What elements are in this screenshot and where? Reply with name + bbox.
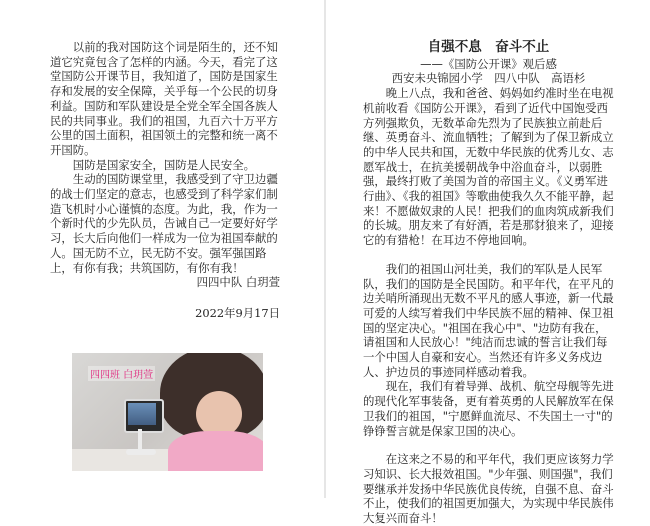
left-paragraph-1: 以前的我对国防这个词是陌生的，还不知道它究竟包含了怎样的内涵。今天，看完了这堂国防公开课节目，我知道了，国防是国家生存和发展的安全保障，关乎每一个公民的切身利益。国防和军队建设是全党全军全国各族人民的共同事业。我们的祖国，九百六十万平方公里的国土面积，祖国领土的完整和统一离不开国防。 bbox=[50, 40, 278, 157]
photo-phone-screen bbox=[128, 403, 156, 425]
right-paragraph-2: 我们的祖国山河壮美，我们的军队是人民军队，我们的国防是全民国防。和平年代，在平凡的边关哨所涌现出无数不平凡的感人事迹，新一代最可爱的人续写着我们中华民族不屈的精神、保卫祖国的坚定决心。"祖国在我心中"、"边防有我在，请祖国和人民放心！"纯洁而忠诚的誓言让我们每一个中国人自豪和安心。当然还有许多义务戍边人、护边员的事迹同样感动着我。 bbox=[363, 261, 614, 379]
paragraph-gap bbox=[363, 248, 614, 262]
essay-author: 西安未央锦园小学 四八中队 高语杉 bbox=[391, 71, 586, 86]
right-paragraph-1: 晚上八点，我和爸爸、妈妈如约准时坐在电视机前收看《国防公开课》，看到了近代中国饱受西方列强欺负，无数革命先烈为了民族独立前赴后继、英勇奋斗、流血牺牲；了解到为了保卫新成立的中华人民共和国，无数中华民族的优秀儿女、志愿军战士，在抗美援朝战争中浴血奋斗，以弱胜强，最终打败了美国为首的帝国主义。《义勇军进行曲》、《我的祖国》等歌曲使我久久不能平静，起来！不愿做奴隶的人民！把我们的血肉筑成新我们的长城。朋友来了有好酒，若是那豺狼来了，迎接它的有猎枪！在耳边不停地回响。 bbox=[363, 86, 614, 248]
essay-title: 自强不息 奋斗不止 bbox=[427, 39, 550, 55]
essay-subtitle: ——《国防公开课》观后感 bbox=[420, 56, 557, 71]
paragraph-gap bbox=[363, 438, 614, 452]
student-photo bbox=[72, 353, 263, 471]
photo-stand-base bbox=[126, 449, 156, 455]
left-signature: 四四中队 白玥萱 bbox=[196, 275, 280, 290]
photo-caption: 四四班 白玥萱 bbox=[88, 366, 155, 381]
right-paragraph-4: 在这来之不易的和平年代，我们更应该努力学习知识、长大报效祖国。"少年强、则国强"，我们要继承并发扬中华民族优良传统，自强不息、奋斗不止，使我们的祖国更加强大，为实现中华民族伟大复兴而奋斗！ bbox=[363, 452, 614, 526]
photo-girl-body bbox=[168, 431, 263, 471]
left-paragraph-2: 国防是国家安全，国防是人民安全。 bbox=[72, 157, 256, 172]
left-date: 2022年9月17日 bbox=[195, 305, 280, 320]
left-paragraph-3: 生动的国防课堂里，我感受到了守卫边疆的战士们坚定的意志，也感受到了科学家们制造飞机时小心谨慎的态度。为此，我，作为一个新时代的少先队员，告诫自己一定要好好学习，长大后向他们一样成为一位为祖国奉献的人。国无防不立，民无防不安。强军强国路上，有你有我；共筑国防，有你有我！ bbox=[50, 172, 278, 275]
right-essay bbox=[363, 40, 614, 526]
page-divider bbox=[324, 0, 326, 498]
photo-stand-leg bbox=[138, 429, 142, 451]
right-paragraph-3: 现在，我们有着导弹、战机、航空母舰等先进的现代化军事装备，更有着英勇的人民解放军在保卫我们的祖国，"宁愿鲜血流尽、不失国土一寸"的铮铮誓言就是保家卫国的决心。 bbox=[363, 379, 614, 438]
left-essay bbox=[50, 40, 286, 321]
